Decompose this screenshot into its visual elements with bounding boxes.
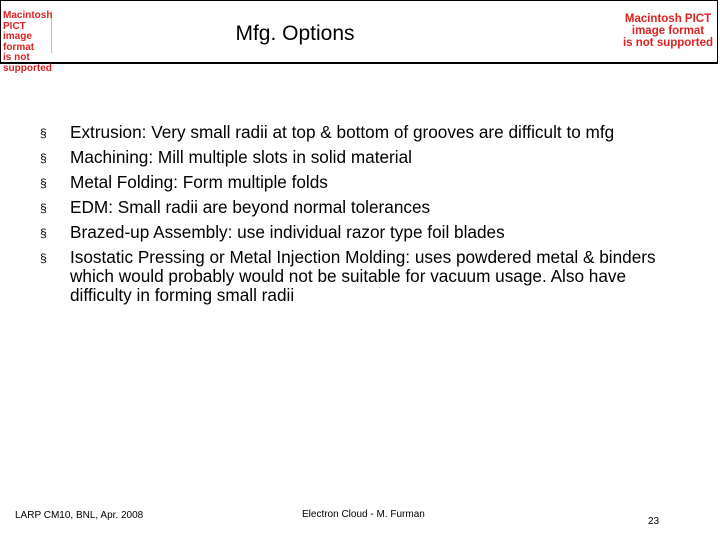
bullet-item xyxy=(40,223,680,242)
footer-event: LARP CM10, BNL, Apr. 2008 xyxy=(15,510,144,521)
bullet-marker: § xyxy=(40,201,47,215)
page-number: 23 xyxy=(648,516,660,527)
bullet-item xyxy=(40,173,680,192)
bullet-text: Metal Folding: Form multiple folds xyxy=(70,172,328,192)
slide-header xyxy=(0,0,718,74)
pict-text-line: is not supported xyxy=(622,37,714,50)
pict-text-line: Macintosh PICT xyxy=(624,13,712,25)
bullet-marker: § xyxy=(40,176,47,190)
bullet-marker: § xyxy=(40,126,47,140)
bullet-list xyxy=(40,123,680,311)
bullet-text: Machining: Mill multiple slots in solid material xyxy=(70,147,412,167)
bullet-text: Brazed-up Assembly: use individual razor type foil blades xyxy=(70,222,505,242)
bullet-item xyxy=(40,248,680,305)
slide-title: Mfg. Options xyxy=(235,22,355,45)
bullet-marker: § xyxy=(40,251,47,265)
bullet-marker: § xyxy=(40,226,47,240)
pict-text-line: Macintosh PICT xyxy=(3,10,53,32)
bullet-item xyxy=(40,198,680,217)
pict-text-line: is not supported xyxy=(3,52,52,74)
pict-text-line: image format xyxy=(631,25,705,38)
bullet-text: Isostatic Pressing or Metal Injection Molding: uses powdered metal & binders which would probably would not be suitable for vacuum usage. Also have difficulty in forming small radii xyxy=(70,247,656,305)
bullet-text: EDM: Small radii are beyond normal tolerances xyxy=(70,197,431,217)
bullet-item xyxy=(40,123,680,142)
bullet-text: Extrusion: Very small radii at top & bottom of grooves are difficult to mfg xyxy=(70,122,615,142)
pict-placeholder-right xyxy=(613,13,720,53)
bullet-item xyxy=(40,148,680,167)
pict-text-line: image format xyxy=(3,31,35,53)
footer-author: Electron Cloud - M. Furman xyxy=(302,509,425,520)
bullet-marker: § xyxy=(40,151,47,165)
